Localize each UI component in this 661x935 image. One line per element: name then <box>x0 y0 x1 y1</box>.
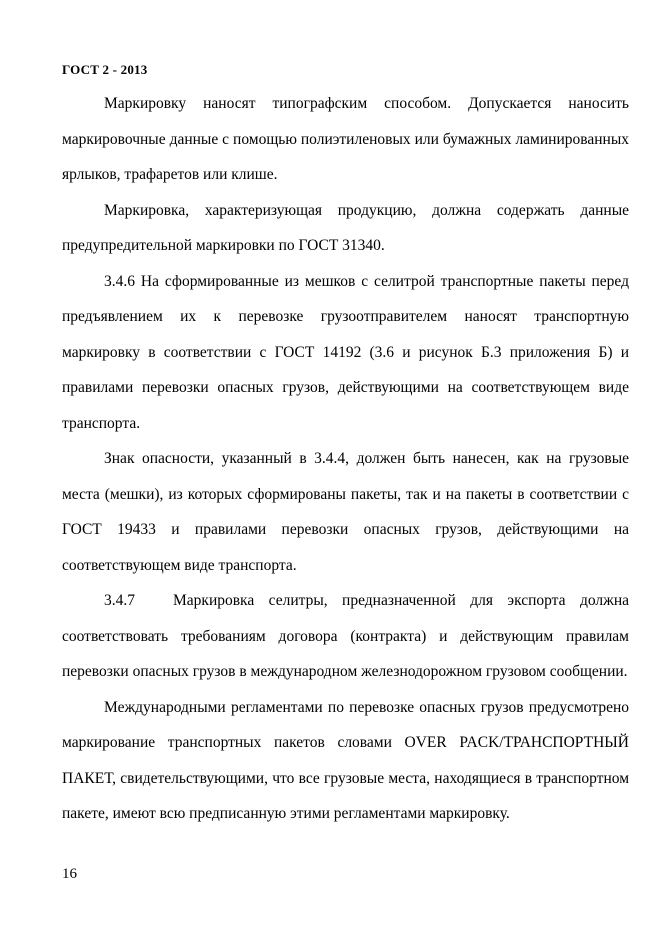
paragraph-clause-3-4-7 <box>62 583 629 690</box>
paragraph-marking-content: Маркировка, характеризующая продукцию, должна содержать данные предупредительной маркировки по ГОСТ 31340. <box>62 201 629 254</box>
clause-number: 3.4.7 <box>104 592 135 609</box>
document-body <box>62 86 629 832</box>
clause-text: Маркировка селитры, предназначенной для экспорта должна соответствовать требованиям договора (контракта) и действующим правилам перевозки опасных грузов в международном железнодорожном грузовом сообщении. <box>62 592 629 680</box>
page-number: 16 <box>62 866 77 882</box>
document-header: ГОСТ 2 - 2013 <box>62 62 148 77</box>
paragraph-marking-method: Маркировку наносят типографским способом. Допускается наносить маркировочные данные с помощью полиэтиленовых или бумажных ламинированных ярлыков, трафаретов или клише. <box>62 95 629 183</box>
paragraph-clause-3-4-6: 3.4.6 На сформированные из мешков с селитрой транспортные пакеты перед предъявлением их к перевозке грузоотправителем наносят транспортную маркировку в соответствии с ГОСТ 14192 (3.6 и рисунок Б.3 приложения Б) и правилами перевозки опасных грузов, действующими на соответствующем виде транспорта. <box>62 272 629 432</box>
paragraph-international-regulations: Международными регламентами по перевозке опасных грузов предусмотрено маркирование транспортных пакетов словами OVER PACK/ТРАНСПОРТНЫЙ ПАКЕТ, свидетельствующими, что все грузовые места, находящиеся в транспортном пакете, имеют всю предписанную этими регламентами маркировку. <box>62 698 629 822</box>
paragraph-hazard-sign: Знак опасности, указанный в 3.4.4, должен быть нанесен, как на грузовые места (мешки), из которых сформированы пакеты, так и на пакеты в соответствии с ГОСТ 19433 и правилами перевозки опасных грузов, действующими на соответствующем виде транспорта. <box>62 450 629 574</box>
